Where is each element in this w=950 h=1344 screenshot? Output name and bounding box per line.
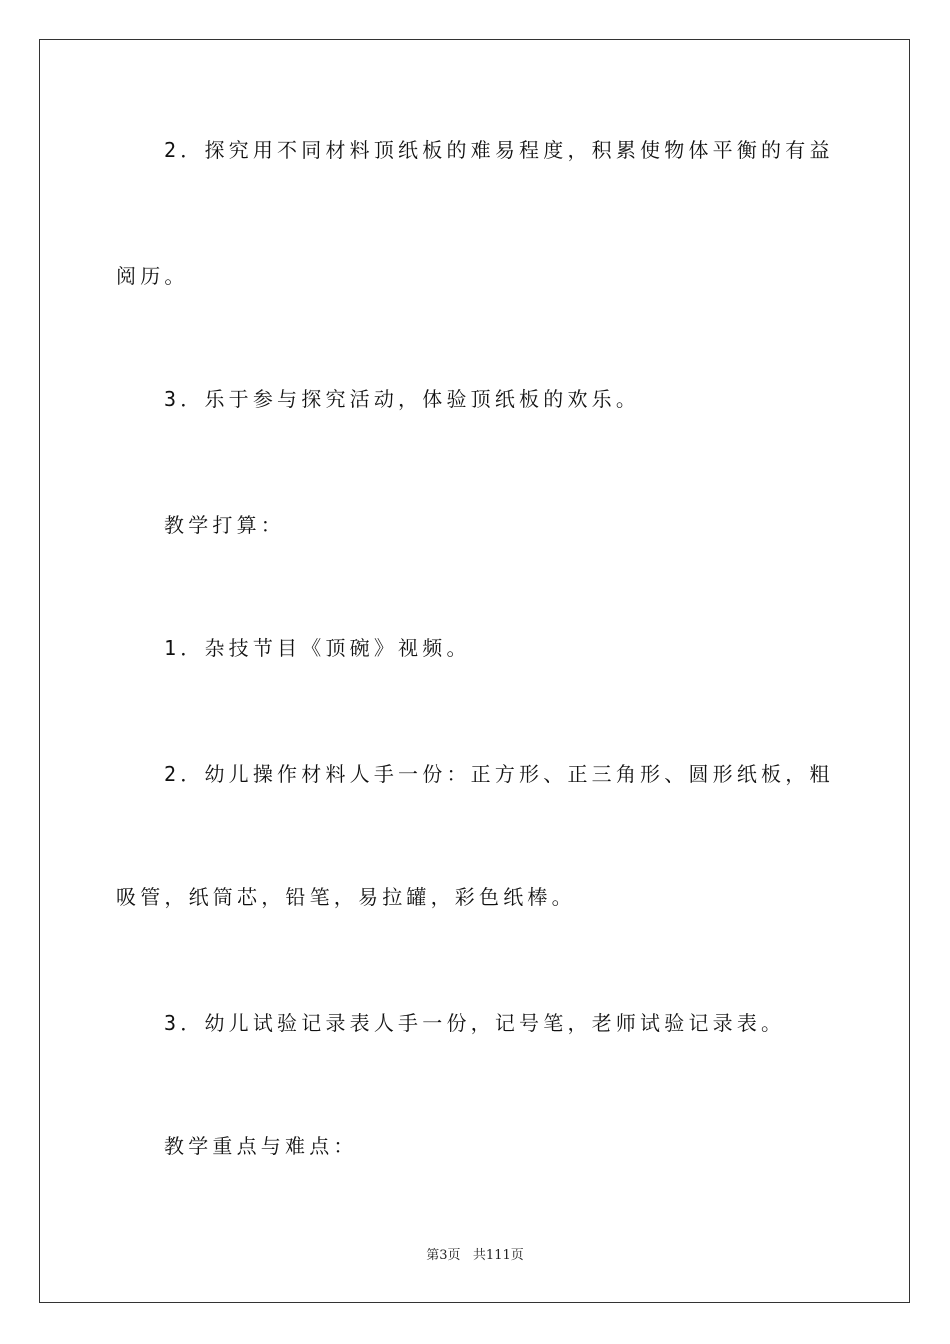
- section-heading-preparation: 教学打算：: [164, 513, 285, 537]
- total-pages-label: 共111页: [472, 1248, 524, 1263]
- paragraph-goal-2: 2．探究用不同材料顶纸板的难易程度，积累使物体平衡的有益: [164, 138, 834, 162]
- page-frame: [39, 39, 910, 1303]
- page-footer: [0, 1247, 950, 1265]
- paragraph-prep-2: 2．幼儿操作材料人手一份：正方形、正三角形、圆形纸板，粗: [164, 762, 834, 786]
- section-heading-key-points: 教学重点与难点：: [164, 1134, 358, 1158]
- paragraph-prep-3: 3．幼儿试验记录表人手一份，记号笔，老师试验记录表。: [164, 1011, 786, 1035]
- paragraph-goal-3: 3．乐于参与探究活动，体验顶纸板的欢乐。: [164, 387, 641, 411]
- paragraph-goal-2-continued: 阅历。: [116, 264, 189, 288]
- paragraph-prep-1: 1．杂技节目《顶碗》视频。: [164, 636, 471, 660]
- page-number-label: 第3页: [426, 1248, 461, 1263]
- paragraph-prep-2-continued: 吸管，纸筒芯，铅笔，易拉罐，彩色纸棒。: [116, 885, 576, 909]
